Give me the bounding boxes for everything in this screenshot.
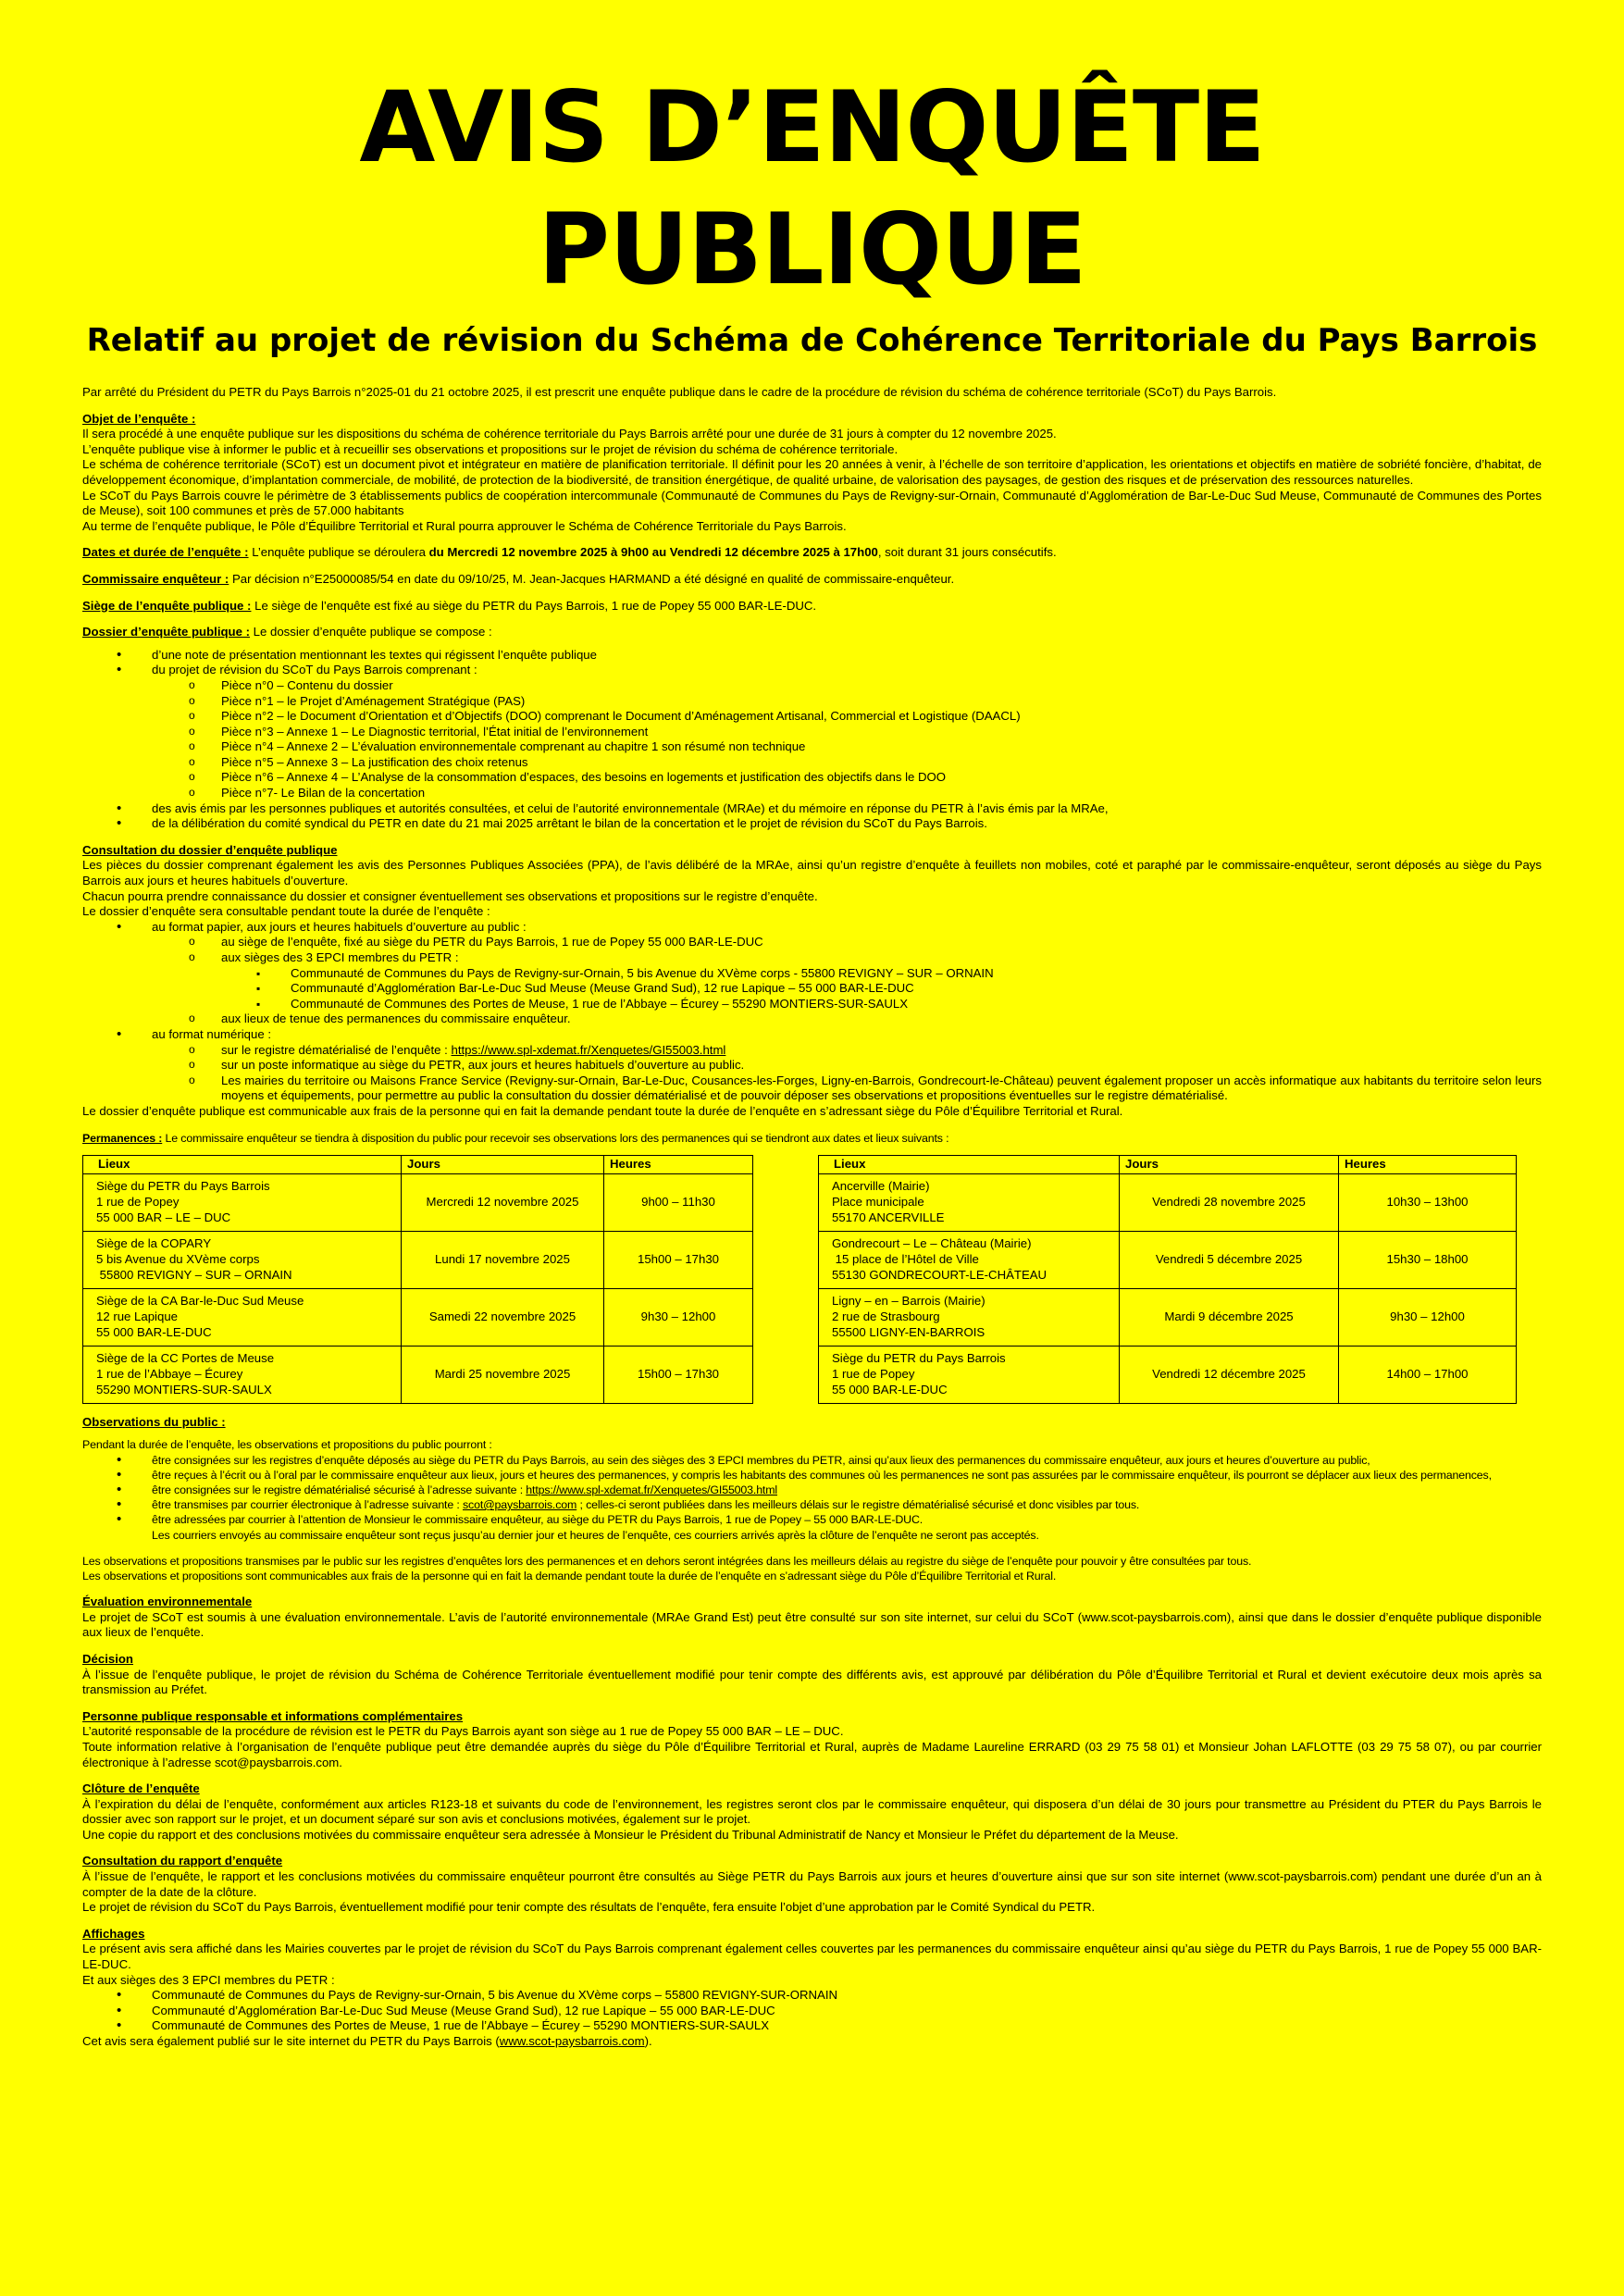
lieu-line: 55130 GONDRECOURT-LE-CHÂTEAU bbox=[832, 1267, 1048, 1282]
cell-lieu bbox=[83, 1288, 402, 1346]
personne-line: Toute information relative à l’organisation de l’enquête publique peut être demandée auprès du siège du Pôle d’Équilibre Territorial et Rural, auprès de Madame Laureline ERRARD (03 29 75 58 01) et Monsieur Johan LAFLOTTE (03 29 75 58 07), ou par courrier électronique à l’adresse scot@paysbarrois.com. bbox=[82, 1739, 1542, 1769]
affichages-text-end: ). bbox=[644, 2034, 652, 2048]
list-item: • être consignées sur les registres d’enquête déposés au siège du PETR du Pays Barrois, au sein des sièges des 3 EPCI membres du PETR, ainsi qu’aux lieux des permanences du commissaire enquêteur, aux jours et heures d’ouverture au public, bbox=[82, 1453, 1542, 1468]
lieu-line: Place municipale bbox=[832, 1194, 924, 1209]
consultation-list bbox=[82, 920, 1542, 1104]
cell-jour: Mardi 25 novembre 2025 bbox=[402, 1346, 604, 1403]
dates-heading: Dates et durée de l’enquête : bbox=[82, 545, 249, 560]
lieu-line: Siège de la CA Bar-le-Duc Sud Meuse bbox=[96, 1294, 304, 1309]
list-item: • d’une note de présentation mentionnant les textes qui régissent l’enquête publique bbox=[82, 648, 1542, 664]
affichages-list bbox=[82, 1988, 1542, 2034]
dossier-paragraph bbox=[82, 625, 1542, 640]
epci-list bbox=[82, 966, 1542, 1012]
list-item bbox=[82, 1483, 1542, 1497]
evaluation-text: Le projet de SCoT est soumis à une évaluation environnementale. L’avis de l’autorité environnementale (MRAe Grand Est) peut être consulté sur son site internet, sur celui du SCoT (www.scot-paysbarrois.com), ainsi que dans le dossier d’enquête publique disponible aux lieux de l’enquête. bbox=[82, 1609, 1542, 1640]
piece-item: o Pièce n°6 – Annexe 4 – L’Analyse de la consommation d’espaces, des besoins en logements et justification des objectifs dans le DOO bbox=[82, 770, 1542, 786]
cell-jour: Vendredi 5 décembre 2025 bbox=[1120, 1231, 1339, 1288]
permanences-table-right bbox=[818, 1155, 1517, 1404]
page-subtitle: Relatif au projet de révision du Schéma de Cohérence Territoriale du Pays Barrois bbox=[86, 322, 1538, 359]
cloture-line: À l’expiration du délai de l’enquête, conformément aux articles R123-18 et suivants du code de l’environnement, les registres seront clos par le commissaire enquêteur, qui disposera d’un délai de 30 jours pour transmettre au Président du PTER du Pays Barrois le dossier avec son rapport sur le projet, et un document séparé sur son avis et conclusions motivées, également sur le projet. bbox=[82, 1796, 1542, 1827]
list-item: o au siège de l’enquête, fixé au siège du PETR du Pays Barrois, 1 rue de Popey 55 000 BAR-LE-DUC bbox=[82, 935, 1542, 950]
commissaire-heading: Commissaire enquêteur : bbox=[82, 571, 229, 586]
lieu-line: 55170 ANCERVILLE bbox=[832, 1210, 945, 1224]
cell-heure: 15h00 – 17h30 bbox=[604, 1231, 753, 1288]
table-row bbox=[819, 1173, 1517, 1231]
affichages-text: Cet avis sera également publié sur le site internet du PETR du Pays Barrois ( bbox=[82, 2034, 500, 2048]
table-header-row bbox=[83, 1155, 753, 1173]
list-item: • être reçues à l’écrit ou à l’oral par le commissaire enquêteur aux lieux, jours et heures des permanences, y compris les habitants des communes où les permanences ne sont pas assurées par le commissaire enquêteur, ils pourront se déplacer aux lieux des permanences, bbox=[82, 1468, 1542, 1483]
list-item bbox=[82, 950, 1542, 1011]
lieu-line: Siège du PETR du Pays Barrois bbox=[832, 1351, 1006, 1366]
table-header-row bbox=[819, 1155, 1517, 1173]
piece-item: o Pièce n°5 – Annexe 3 – La justification des choix retenus bbox=[82, 755, 1542, 771]
list-item: • Communauté d’Agglomération Bar-Le-Duc Sud Meuse (Meuse Grand Sud), 12 rue Lapique – 55 000 BAR-LE-DUC bbox=[82, 2004, 1542, 2019]
cell-jour: Samedi 22 novembre 2025 bbox=[402, 1288, 604, 1346]
item3-text: être consignées sur le registre dématérialisé sécurisé à l’adresse suivante : bbox=[152, 1483, 527, 1496]
dates-text: L’enquête publique se déroulera bbox=[248, 545, 429, 560]
cloture-heading: Clôture de l’enquête bbox=[82, 1781, 200, 1796]
piece-item: o Pièce n°0 – Contenu du dossier bbox=[82, 678, 1542, 694]
list-item bbox=[82, 663, 1542, 800]
cell-heure: 9h30 – 12h00 bbox=[604, 1288, 753, 1346]
list-item bbox=[82, 1043, 1542, 1059]
cell-jour: Mercredi 12 novembre 2025 bbox=[402, 1173, 604, 1231]
cell-heure: 10h30 – 13h00 bbox=[1339, 1173, 1517, 1231]
email-link[interactable]: scot@paysbarrois.com bbox=[462, 1498, 577, 1512]
papier-list bbox=[82, 935, 1542, 1027]
num1-text: sur le registre dématérialisé de l’enquête : bbox=[221, 1042, 452, 1057]
cell-lieu bbox=[819, 1231, 1120, 1288]
dossier-text: Le dossier d’enquête publique se compose : bbox=[249, 625, 492, 639]
list-item: • Communauté de Communes des Portes de Meuse, 1 rue de l’Abbaye – Écurey – 55290 MONTIERS-SUR-SAULX bbox=[82, 2018, 1542, 2034]
column-header: Jours bbox=[402, 1155, 604, 1173]
website-link[interactable]: www.scot-paysbarrois.com bbox=[499, 2034, 645, 2048]
column-header: Jours bbox=[1120, 1155, 1339, 1173]
dates-paragraph bbox=[82, 545, 1542, 561]
list-item: o sur un poste informatique au siège du PETR, aux jours et heures habituels d’ouverture au public. bbox=[82, 1058, 1542, 1074]
notice-body bbox=[82, 385, 1542, 2050]
lieu-line: 1 rue de Popey bbox=[96, 1194, 180, 1209]
table-row bbox=[819, 1288, 1517, 1346]
dates-period: du Mercredi 12 novembre 2025 à 9h00 au Vendredi 12 décembre 2025 à 17h00 bbox=[428, 545, 878, 560]
siege-text: Le siège de l’enquête est fixé au siège du PETR du Pays Barrois, 1 rue de Popey 55 000 BAR-LE-DUC. bbox=[251, 598, 817, 613]
table-row bbox=[83, 1288, 753, 1346]
list-item: • Communauté de Communes du Pays de Revigny-sur-Ornain, 5 bis Avenue du XVème corps – 55800 REVIGNY-SUR-ORNAIN bbox=[82, 1988, 1542, 2004]
lieu-line: 55 000 BAR – LE – DUC bbox=[96, 1210, 231, 1224]
lieu-line: 55800 REVIGNY – SUR – ORNAIN bbox=[96, 1267, 292, 1282]
lieu-line: Ligny – en – Barrois (Mairie) bbox=[832, 1294, 986, 1309]
cell-jour: Vendredi 28 novembre 2025 bbox=[1120, 1173, 1339, 1231]
cell-heure: 14h00 – 17h00 bbox=[1339, 1346, 1517, 1403]
cell-lieu bbox=[819, 1173, 1120, 1231]
lieu-line: Siège de la COPARY bbox=[96, 1236, 212, 1251]
siege-heading: Siège de l’enquête publique : bbox=[82, 598, 252, 613]
objet-line: Le schéma de cohérence territoriale (SCoT) est un document pivot et intégrateur en matière de planification territoriale. Il définit pour les 20 années à venir, à l’échelle de son territoire d’application, les orientations et objectifs en matière de sobriété foncière, d’habitat, de développement économique, d’implantation commerciale, de mobilité, de protection de la biodiversité, de transition énergétique, de qualité urbaine, de valorisation des paysages, de gestion des risques et de préservation des ressources naturelles. bbox=[82, 457, 1542, 487]
cloture-line: Une copie du rapport et des conclusions motivées du commissaire enquêteur sera adressée à Monsieur le Président du Tribunal Administratif de Nancy et Monsieur le Préfet du département de la Meuse. bbox=[82, 1827, 1179, 1842]
cell-heure: 15h30 – 18h00 bbox=[1339, 1231, 1517, 1288]
cell-heure: 9h30 – 12h00 bbox=[1339, 1288, 1517, 1346]
objet-heading: Objet de l’enquête : bbox=[82, 411, 196, 426]
personne-heading: Personne publique responsable et informations complémentaires bbox=[82, 1708, 464, 1723]
permanences-paragraph bbox=[82, 1131, 1542, 1146]
personne-line: L’autorité responsable de la procédure de révision est le PETR du Pays Barrois ayant son siège au 1 rue de Popey 55 000 BAR – LE – DUC. bbox=[82, 1724, 844, 1739]
decision-heading: Décision bbox=[82, 1651, 133, 1666]
lieu-line: 55 000 BAR-LE-DUC bbox=[96, 1324, 212, 1339]
objet-line: Il sera procédé à une enquête publique sur les dispositions du schéma de cohérence territoriale du Pays Barrois arrêté pour une durée de 31 jours à compter du 12 novembre 2025. bbox=[82, 427, 1057, 441]
table-row bbox=[83, 1173, 753, 1231]
observations-intro: Pendant la durée de l’enquête, les observations et propositions du public pourront : bbox=[82, 1438, 492, 1452]
piece-item: o Pièce n°4 – Annexe 2 – L’évaluation environnementale comprenant au chapitre 1 son résumé non technique bbox=[82, 739, 1542, 755]
consultation-line: Le dossier d’enquête sera consultable pendant toute la durée de l’enquête : bbox=[82, 904, 490, 919]
epci-item: ▪ Communauté de Communes du Pays de Revigny-sur-Ornain, 5 bis Avenue du XVème corps - 55800 REVIGNY – SUR – ORNAIN bbox=[82, 966, 1542, 982]
lieu-line: Siège de la CC Portes de Meuse bbox=[96, 1351, 275, 1366]
commissaire-text: Par décision n°E25000085/54 en date du 09/10/25, M. Jean-Jacques HARMAND a été désigné en qualité de commissaire-enquêteur. bbox=[229, 571, 955, 586]
column-header: Lieux bbox=[83, 1155, 402, 1173]
list-item: • de la délibération du comité syndical du PETR en date du 21 mai 2025 arrêtant le bilan de la concertation et le projet de révision du SCoT du Pays Barrois. bbox=[82, 816, 1542, 832]
epci-item: ▪ Communauté de Communes des Portes de Meuse, 1 rue de l’Abbaye – Écurey – 55290 MONTIERS-SUR-SAULX bbox=[82, 997, 1542, 1012]
lieu-line: 55 000 BAR-LE-DUC bbox=[832, 1382, 948, 1396]
column-header: Heures bbox=[604, 1155, 753, 1173]
affichages-line: Le présent avis sera affiché dans les Mairies couvertes par le projet de révision du SCoT du Pays Barrois comprenant également celles couvertes par les permanences du commissaire enquêteur ainsi qu’au siège du PETR du Pays Barrois, 1 rue de Popey 55 000 BAR-LE-DUC. bbox=[82, 1942, 1542, 1972]
list-item: • des avis émis par les personnes publiques et autorités consultées, et celui de l’autorité environnementale (MRAe) et du mémoire en réponse du PETR à l’avis émis par la MRAe, bbox=[82, 801, 1542, 817]
rapport-heading: Consultation du rapport d’enquête bbox=[82, 1854, 283, 1868]
table-row bbox=[83, 1346, 753, 1403]
consultation-line: Le dossier d’enquête publique est communicable aux frais de la personne qui en fait la demande pendant toute la durée de l’enquête en s’adressant siège du Pôle d’Équilibre Territorial et Rural. bbox=[82, 1103, 1123, 1118]
dossier-heading: Dossier d’enquête publique : bbox=[82, 625, 250, 639]
epci-item: ▪ Communauté d’Agglomération Bar-Le-Duc Sud Meuse (Meuse Grand Sud), 12 rue Lapique – 55 000 BAR-LE-DUC bbox=[82, 981, 1542, 997]
lieu-line: Gondrecourt – Le – Château (Mairie) bbox=[832, 1236, 1032, 1251]
cell-lieu bbox=[819, 1346, 1120, 1403]
decision-text: À l’issue de l’enquête publique, le projet de révision du Schéma de Cohérence Territoriale éventuellement modifié pour tenir compte des différents avis, est approuvé par délibération du Pôle d’Équilibre Territorial et Rural et devient exécutoire deux mois après sa transmission au Préfet. bbox=[82, 1667, 1542, 1697]
papier-text: au format papier, aux jours et heures habituels d’ouverture au public : bbox=[152, 919, 527, 934]
cell-lieu bbox=[83, 1346, 402, 1403]
permanences-tables bbox=[82, 1155, 1517, 1404]
list-item bbox=[82, 1512, 1542, 1542]
cell-heure: 9h00 – 11h30 bbox=[604, 1173, 753, 1231]
piece-item: o Pièce n°3 – Annexe 1 – Le Diagnostic territorial, l’État initial de l’environnement bbox=[82, 725, 1542, 740]
list-item bbox=[82, 920, 1542, 1027]
objet-line: Au terme de l’enquête publique, le Pôle d’Équilibre Territorial et Rural pourra approuver le Schéma de Cohérence Territoriale du Pays Barrois. bbox=[82, 518, 847, 533]
item5-text: être adressées par courrier à l’attention de Monsieur le commissaire enquêteur, au siège du PETR du Pays Barrois, 1 rue de Popey – 55 000 BAR-LE-DUC. bbox=[152, 1513, 924, 1527]
observations-block bbox=[82, 1437, 1542, 1583]
dates-text-end: , soit durant 31 jours consécutifs. bbox=[877, 545, 1057, 560]
siege-paragraph bbox=[82, 599, 1542, 614]
lieu-line: 1 rue de l’Abbaye – Écurey bbox=[96, 1366, 243, 1381]
permanences-text: Le commissaire enquêteur se tiendra à disposition du public pour recevoir ses observations lors des permanences qui se tiendront aux dates et lieux suivants : bbox=[162, 1131, 949, 1145]
list-item: o Les mairies du territoire ou Maisons France Service (Revigny-sur-Ornain, Bar-Le-Duc, Cousances-les-Forges, Ligny-en-Barrois, Gondrecourt-le-Château) peuvent également proposer un accès informatique aux habitants du territoire selon leurs moyens et équipements, pour permettre au public la consultation du dossier dématérialisé et de pouvoir déposer ses observations et propositions éventuelles sur le registre dématérialisé. bbox=[82, 1074, 1542, 1104]
cell-jour: Lundi 17 novembre 2025 bbox=[402, 1231, 604, 1288]
lieu-line: Siège du PETR du Pays Barrois bbox=[96, 1179, 270, 1194]
piece-item: o Pièce n°2 – le Document d’Orientation et d’Objectifs (DOO) comprenant le Document d’Aménagement Artisanal, Commercial et Logistique (DAACL) bbox=[82, 709, 1542, 725]
lieu-line: 1 rue de Popey bbox=[832, 1366, 915, 1381]
lieu-line: 5 bis Avenue du XVème corps bbox=[96, 1251, 260, 1266]
observations-line: Les observations et propositions transmises par le public sur les registres d’enquêtes lors des permanences et en dehors seront intégrées dans les meilleurs délais au registre du siège de l’enquête pour pouvoir y être consultées par tous. bbox=[82, 1554, 1252, 1568]
page-title: AVIS D’ENQUÊTE PUBLIQUE bbox=[359, 70, 1265, 306]
commissaire-paragraph bbox=[82, 572, 1542, 588]
permanences-table-left bbox=[82, 1155, 753, 1404]
item4-text: être transmises par courrier électronique à l’adresse suivante : bbox=[152, 1498, 463, 1512]
table-row bbox=[819, 1346, 1517, 1403]
rapport-line: À l’issue de l’enquête, le rapport et les conclusions motivées du commissaire enquêteur pourront être consultés au Siège PETR du Pays Barrois aux jours et heures d’ouverture ainsi que sur son site internet (www.scot-paysbarrois.com) pendant une durée d’un an à compter de la date de la clôture. bbox=[82, 1869, 1542, 1899]
item4-after: ; celles-ci seront publiées dans les meilleurs délais sur le registre dématérialisé sécurisé et donc visibles par tous. bbox=[576, 1498, 1140, 1512]
pieces-list bbox=[82, 678, 1542, 801]
piece-item: o Pièce n°1 – le Projet d’Aménagement Stratégique (PAS) bbox=[82, 694, 1542, 710]
cell-lieu bbox=[819, 1288, 1120, 1346]
dossier-list bbox=[82, 648, 1542, 832]
consultation-line: Chacun pourra prendre connaissance du dossier et consigner éventuellement ses observations et propositions sur le registre d’enquête. bbox=[82, 888, 818, 903]
observations-line: Les observations et propositions sont communicables aux frais de la personne qui en fait la demande pendant toute la durée de l’enquête en s’adressant siège du Pôle d’Équilibre Territorial et Rural. bbox=[82, 1569, 1057, 1582]
lieu-line: 15 place de l’Hôtel de Ville bbox=[832, 1251, 979, 1266]
observations-list bbox=[82, 1453, 1542, 1543]
numerique-text: au format numérique : bbox=[152, 1026, 272, 1041]
lieu-line: 2 rue de Strasbourg bbox=[832, 1309, 940, 1323]
cell-heure: 15h00 – 17h30 bbox=[604, 1346, 753, 1403]
rapport-line: Le projet de révision du SCoT du Pays Barrois, éventuellement modifié pour tenir compte des résultats de l’enquête, fera ensuite l’objet d’une approbation par le Comité Syndical du PETR. bbox=[82, 1900, 1096, 1915]
cell-lieu bbox=[83, 1173, 402, 1231]
piece-item: o Pièce n°7- Le Bilan de la concertation bbox=[82, 786, 1542, 801]
cell-jour: Vendredi 12 décembre 2025 bbox=[1120, 1346, 1339, 1403]
epci-text: aux sièges des 3 EPCI membres du PETR : bbox=[221, 950, 459, 964]
affichages-line bbox=[82, 2034, 1542, 2050]
evaluation-heading: Évaluation environnementale bbox=[82, 1595, 253, 1609]
registre-link[interactable]: https://www.spl-xdemat.fr/Xenquetes/GI55003.html bbox=[526, 1483, 778, 1496]
permanences-heading: Permanences : bbox=[82, 1131, 163, 1145]
list-item: o aux lieux de tenue des permanences du commissaire enquêteur. bbox=[82, 1011, 1542, 1027]
table-row bbox=[83, 1231, 753, 1288]
cell-lieu bbox=[83, 1231, 402, 1288]
intro-paragraph: Par arrêté du Président du PETR du Pays Barrois n°2025-01 du 21 octobre 2025, il est prescrit une enquête publique dans le cadre de la procédure de révision du schéma de cohérence territoriale (SCoT) du Pays Barrois. bbox=[82, 385, 1277, 399]
objet-line: L’enquête publique vise à informer le public et à recueillir ses observations et propositions sur le projet de révision du schéma de cohérence territoriale. bbox=[82, 441, 899, 456]
item5-sub: Les courriers envoyés au commissaire enquêteur sont reçus jusqu’au dernier jour et heures de l’enquête, ces courriers arrivés après la clôture de l’enquête ne seront pas acceptés. bbox=[152, 1528, 1039, 1542]
list-item-text: du projet de révision du SCoT du Pays Barrois comprenant : bbox=[152, 663, 477, 677]
lieu-line: 55500 LIGNY-EN-BARROIS bbox=[832, 1324, 986, 1339]
lieu-line: 12 rue Lapique bbox=[96, 1309, 178, 1323]
lieu-line: Ancerville (Mairie) bbox=[832, 1179, 930, 1194]
column-header: Lieux bbox=[819, 1155, 1120, 1173]
consultation-heading: Consultation du dossier d’enquête publique bbox=[82, 842, 338, 857]
consultation-line: Les pièces du dossier comprenant également les avis des Personnes Publiques Associées (PPA), de l’avis délibéré de la MRAe, ainsi qu’un registre d’enquête à feuillets non mobiles, coté et paraphé par le commissaire-enquêteur, seront déposés au siège du Pays Barrois aux jours et heures habituels d’ouverture. bbox=[82, 858, 1542, 888]
numerique-list bbox=[82, 1043, 1542, 1104]
list-item bbox=[82, 1497, 1542, 1512]
affichages-heading: Affichages bbox=[82, 1926, 145, 1941]
observations-heading: Observations du public : bbox=[82, 1414, 226, 1429]
lieu-line: 55290 MONTIERS-SUR-SAULX bbox=[96, 1382, 272, 1396]
affichages-line: Et aux sièges des 3 EPCI membres du PETR : bbox=[82, 1972, 335, 1987]
cell-jour: Mardi 9 décembre 2025 bbox=[1120, 1288, 1339, 1346]
list-item bbox=[82, 1027, 1542, 1104]
column-header: Heures bbox=[1339, 1155, 1517, 1173]
registre-link[interactable]: https://www.spl-xdemat.fr/Xenquetes/GI55003.html bbox=[451, 1042, 726, 1057]
table-row bbox=[819, 1231, 1517, 1288]
objet-line: Le SCoT du Pays Barrois couvre le périmètre de 3 établissements publics de coopération intercommunale (Communauté de Communes du Pays de Revigny-sur-Ornain, Communauté d’Agglomération de Bar-Le-Duc Sud Meuse, Communauté de Communes des Portes de Meuse), soit 100 communes et près de 57.000 habitants bbox=[82, 488, 1542, 518]
